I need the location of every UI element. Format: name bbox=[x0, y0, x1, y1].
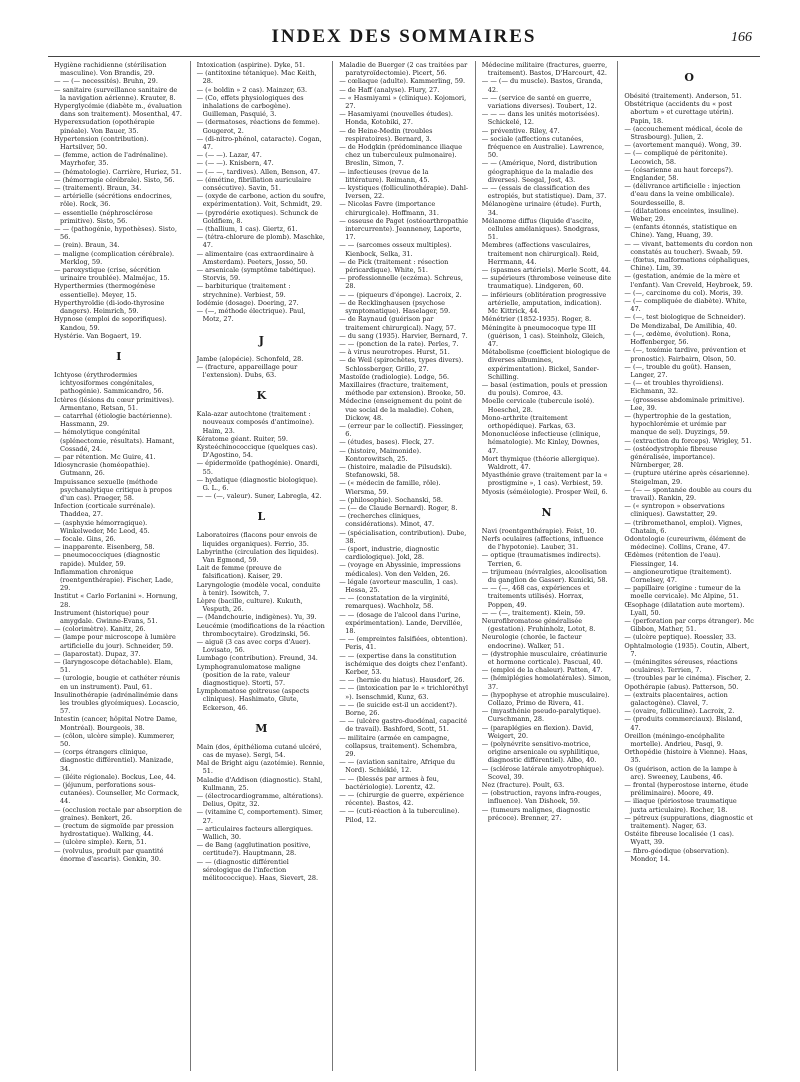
section-letter: K bbox=[256, 389, 267, 403]
index-entry: — (rein). Braun, 34. bbox=[54, 241, 120, 250]
index-entry: — Hasamiyami (nouvelles études). Honda, Kotobiki, 27. bbox=[339, 110, 453, 127]
section-letter: M bbox=[255, 721, 268, 735]
index-entry: — (« médecin de famille, rôle). Wiersma, 59. bbox=[339, 479, 441, 496]
index-entry: — (côlon, ulcère simple). Kummerer, 50. bbox=[54, 731, 175, 749]
index-entry: — (jéjunum, perforations sous-cutanées). Counseller, Mc Cormack, 44. bbox=[54, 781, 180, 806]
index-entry: Métabolisme (coefficient biologique de diverses albumines, expérimentation). Bickel, Sander-Schilling. bbox=[481, 348, 611, 381]
index-entry: — (colorimètre). Kanitz, 26. bbox=[54, 625, 146, 634]
index-entry: — épidermoïde (pathogénie). Onardi, 55. bbox=[196, 459, 320, 476]
index-entry: Leucémie (modifications de la réaction thrombocytaire). Grodzinski, 56. bbox=[196, 621, 325, 638]
index-entry: Oreillon (méningo-encéphalite mortelle). Andrieu, Pasqi, 9. bbox=[624, 731, 725, 749]
index-entry: — (grossesse abdominale primitive). Lee, 39. bbox=[624, 395, 745, 412]
index-entry: — cœliaque (adulte). Kammerling, 59. bbox=[339, 77, 466, 86]
index-entry: Hyperglycémie (diabète m., évaluation dans son traitement). Mosenthal, 47. bbox=[54, 102, 182, 119]
index-entry: — (corps étrangers clinique, diagnostic différentiel). Manizade, 34. bbox=[54, 748, 174, 773]
index-entry: — — (hernie du hiatus). Hausdorf, 26. bbox=[339, 676, 465, 685]
index-entry: Mal de Bright aigu (azotémie). Rennie, 51. bbox=[196, 759, 325, 776]
index-column-1 bbox=[48, 61, 191, 1071]
index-entry: — (ostéodystrophie fibreuse généralisée, importance). Nürnberger, 28. bbox=[624, 444, 718, 470]
index-entry: — (— compliqué de péritonite). Lecowich, 58. bbox=[624, 149, 728, 166]
index-entry: — de Hodgkin (prédominance iliaque chez un tuberculeux pulmonaire). Breslin, Simon, 7. bbox=[339, 143, 463, 168]
index-entry: — — (diagnostic différentiel sérologique de l'infection mélitococcique). Haas, Sievert, 28. bbox=[196, 857, 319, 883]
index-entry: — Nicolas Favre (importance chirurgicale). Hoffmann, 31. bbox=[339, 200, 439, 217]
index-entry: — — (le suicide est-il un accident?). Borne, 26. bbox=[339, 700, 458, 718]
index-entry: Infection (corticale surrénale). Thaddea, 27. bbox=[54, 502, 156, 519]
index-entry: — (« boldin » 2 cas). Mainzer, 63. bbox=[196, 85, 308, 94]
index-entry: Instrument (historique) pour amygdale. Gwinne-Evans, 51. bbox=[54, 608, 158, 625]
index-entry: — de Raynaud (guérison par traitement chirurgical). Nagy, 57. bbox=[339, 315, 457, 332]
index-entry: — artérielle (sécrétions endocrines, rôle). Rock, 36. bbox=[54, 192, 172, 209]
index-entry: — (—, test biologique de Schneider). De Mendizabal, De Amilibia, 40. bbox=[624, 313, 746, 330]
index-entry: — préventive. Riley, 47. bbox=[481, 126, 560, 135]
page-title: INDEX DES SOMMAIRES bbox=[271, 26, 537, 47]
index-entry: — (polynévrite sensitivo-motrice, origine arsenicale ou syphilitique, diagnostic différentiel). Albo, 40. bbox=[481, 740, 600, 765]
index-entry: — focale. Gins, 26. bbox=[54, 534, 116, 543]
index-entry: Mono-arthrite (traitement orthopédique). Farkas, 63. bbox=[481, 413, 576, 430]
index-entry: — (hématologie). Carrière, Huriez, 51. bbox=[54, 167, 182, 176]
index-entry: Kératome géant. Ruiter, 59. bbox=[196, 434, 288, 443]
index-entry: Membres (affections vasculaires, traitement non chirurgical). Reid, Herrmann, 44. bbox=[481, 241, 599, 266]
index-entry: — (Mandchourie, indigènes). Yu, 39. bbox=[196, 613, 317, 622]
index-entry: — (spécialisation, contribution). Dube, 38. bbox=[339, 528, 467, 545]
index-entry: — — (— du muscle). Bastos, Granda, 42. bbox=[481, 77, 603, 94]
index-entry: — (— et troubles thyroïdiens). Eichmann, 32. bbox=[624, 379, 724, 396]
index-entry: — (produits commerciaux). Bisland, 47. bbox=[624, 715, 743, 732]
index-entry: — fibro-géodique (observation). Mondor, 14. bbox=[624, 846, 729, 863]
index-entry: Médecine (enseignement du point de vue social de la maladie). Cohen, Dickow, 48. bbox=[339, 397, 462, 422]
index-entry: — — (ponction de la rate). Perles, 7. bbox=[339, 339, 459, 348]
index-entry: — (troubles par le cinéma). Fischer, 2. bbox=[624, 674, 751, 683]
index-entry: Maladie de Buerger (2 cas traitées par paratyroïdectomie). Picert, 56. bbox=[339, 61, 468, 78]
index-entry: Orthopédie (histoire à Vienne). Haas, 35. bbox=[624, 748, 748, 765]
index-entry: — (extraction du forceps). Wrigley, 51. bbox=[624, 436, 752, 445]
index-entry: Ichtyose (érythrodermies ichtyosiformes congénitales, pathogénie). Sammicandro, 56. bbox=[54, 370, 164, 396]
index-entry: — (avortement manqué). Wong, 39. bbox=[624, 141, 742, 150]
index-entry: — inapparente. Eisenberg, 58. bbox=[54, 543, 155, 552]
index-entry: — supérieurs (thrombose veineuse dite traumatique). Lindgeren, 60. bbox=[481, 274, 612, 291]
index-entry: — hémolytique congénital (splénectomie, résultats). Hamant, Cossadé, 24. bbox=[54, 428, 175, 453]
index-entry: — — (—, 468 cas, expériences et traitements utilisés). Horrax, Poppen, 49. bbox=[481, 584, 590, 609]
index-entry: — alimentaire (cas extraordinaire à Amsterdam). Peeters, Josso, 50. bbox=[196, 249, 314, 266]
index-entry: — (sport, industrie, diagnostic cardiologique). Jokl, 28. bbox=[339, 544, 440, 562]
index-entry: Iodémie (dosage). Doering, 27. bbox=[196, 298, 299, 307]
index-entry: — papillaire (origine : tumeur de la moelle cervicale). Mc Alpine, 51. bbox=[624, 584, 741, 601]
index-entry: — (—, œdème, évolution). Rona, Hoffenberger, 56. bbox=[624, 329, 731, 347]
index-entry: — (gestation, anémie de la mère et l'enfant). Van Creveld, Heybroek, 59. bbox=[624, 272, 753, 289]
index-entry: — (dystrophie musculaire, créatinurie et hormone corticale). Pascual, 40. bbox=[481, 649, 608, 667]
index-entry: — — (sarcomes osseux multiples). Kienbock, Selka, 31. bbox=[339, 241, 452, 258]
section-letter: I bbox=[116, 349, 122, 363]
index-entry: Lymphomatose goitreuse (aspects cliniques). Hashimato, Glute, Eckerson, 46. bbox=[196, 687, 310, 712]
index-entry: — (oxyde de carbone, action du soufre, expérimentation). Voit, Schmidt, 29. bbox=[196, 192, 326, 209]
index-entry: — — (intoxication par le « trichloréthyl »). Isenschmid, Kunz, 63. bbox=[339, 684, 469, 701]
index-entry: — sociale (affections cutanées, fréquence en Australie). Lawrence, 50. bbox=[481, 134, 605, 160]
index-entry: — catarrhal (étiologie bactérienne). Hassmann, 29. bbox=[54, 411, 173, 429]
index-entry: — (hémiplégies homolatérales). Simon, 37. bbox=[481, 674, 612, 691]
index-entry: Main (dos, épithélioma cutané ulcéré, cas de myase). Sergi, 54. bbox=[196, 742, 322, 760]
index-entry: — (ulcère peptique). Roessler, 33. bbox=[624, 633, 737, 642]
index-entry: — (accouchement médical, école de Strasbourg). Julien, 2. bbox=[624, 124, 743, 142]
index-entry: — — (Amérique, Nord, distribution géographique de la maladie des diverses). Seegal, Jost, 43. bbox=[481, 159, 598, 184]
index-entry: — (tribromethanol, emploi). Vignes, Chatain, 6. bbox=[624, 518, 743, 535]
index-entry: Laboratoires (flacons pour envois de liquides organiques). Ferrio, 35. bbox=[196, 531, 318, 548]
index-entry: — (occlusion rectale par absorption de graines). Benkert, 26. bbox=[54, 805, 182, 822]
index-entry: Kysteéchinococcique (quelques cas). D'Agostino, 54. bbox=[196, 442, 318, 460]
index-entry: — (obstruction, rayons infra-rouges, influence). Van Dishoek, 59. bbox=[481, 789, 602, 806]
index-entry: — (extraits placentaires, action galactogène). Clavel, 7. bbox=[624, 690, 728, 708]
index-entry: Œdèmes (rétention de l'eau). Fiessinger, 14. bbox=[624, 551, 721, 568]
index-entry: — (laparostat). Dupaz, 37. bbox=[54, 649, 141, 658]
index-entry: — basal (estimation, pouls et pression du pouls). Comroe, 43. bbox=[481, 380, 608, 398]
index-column-5 bbox=[618, 61, 760, 1071]
index-entry: — légale (avorteur masculin, 1 cas). Hessa, 25. bbox=[339, 577, 458, 594]
index-entry: — pneumococciques (diagnostic rapide). Mulder, 59. bbox=[54, 551, 161, 568]
index-entry: Myasthénie grave (traitement par la « prostigmine », 1 cas). Verbiest, 59. bbox=[481, 471, 608, 488]
index-entry: — (tumeurs malignes, diagnostic précoce). Brenner, 27. bbox=[481, 805, 591, 822]
index-entry: Obésité (traitement). Anderson, 51. bbox=[624, 92, 742, 100]
index-entry: — frontal (hyperostose interne, étude préliminaire). Moore, 49. bbox=[624, 781, 749, 798]
index-entry: — — (empreintes falsifiées, obtention). Peris, 41. bbox=[339, 635, 468, 652]
index-entry: — (voyage en Abyssinie, impressions médicales). Von den Velden, 26. bbox=[339, 561, 461, 578]
index-entry: Lèpre (bacille, culture). Kukuth, Vesputh, 26. bbox=[196, 596, 303, 614]
index-entry: — (pyrodérie exotiques). Schunck de Goldfiem, 8. bbox=[196, 208, 319, 225]
index-entry: — (hypophyse et atrophie musculaire). Collazo, Primo de Rivera, 41. bbox=[481, 690, 610, 708]
index-entry: Insulinothérapie (adrénalinémie dans les troubles glycémiques). Locascio, 57. bbox=[54, 690, 180, 716]
index-entry: — — (blessés par armes à feu, bactériologie). Lorentz, 42. bbox=[339, 774, 439, 791]
index-entry: — (iléite régionale). Bockus, Lee, 44. bbox=[54, 772, 176, 781]
index-entry: — maligne (complication cérébrale). Merklog, 59. bbox=[54, 249, 175, 266]
index-entry: — (—, trouble du goût). Hansen, Langer, 27. bbox=[624, 362, 732, 379]
index-entry: — à virus neurotropes. Hurst, 51. bbox=[339, 348, 450, 357]
index-entry: Mélanogène urinaire (étude). Furth, 34. bbox=[481, 200, 602, 217]
index-entry: Lumbago (contribution). Freund, 34. bbox=[196, 654, 318, 663]
index-entry: — (Co, effets physiologiques des inhalations de carbogène). Guilleman, Pasquié, 3. bbox=[196, 93, 304, 119]
index-entry: — (fœtus, malformations céphaliques, Chine). Lim, 39. bbox=[624, 256, 750, 273]
index-entry: — (—, carcinome du col). Moris, 39. bbox=[624, 288, 743, 297]
index-entry: — (dilatations enceintes, insuline). Weber, 29. bbox=[624, 206, 739, 224]
index-entry: — (hypertrophie de la gestation, hypochlorémie et urémie par manque de sel). Duyzings, 59. bbox=[624, 411, 732, 437]
index-entry: — (— —). Lazar, 47. bbox=[196, 151, 262, 160]
index-entry: — (histoire, Maimonide). Kontorowitsch, 25. bbox=[339, 446, 422, 463]
index-entry: Kala-azar autochtone (traitement : nouveaux composés d'antimoine). Haim, 23. bbox=[196, 410, 315, 435]
index-entry: — de Haff (analyse). Flury, 27. bbox=[339, 85, 440, 94]
index-entry: — (traitement). Braun, 34. bbox=[54, 184, 142, 193]
index-entry: — — (service de santé en guerre, variations diverses). Toubert, 12. bbox=[481, 93, 597, 111]
page-number: 166 bbox=[731, 30, 752, 45]
index-entry: — — (piqueurs d'éponge). Lacroix, 2. bbox=[339, 290, 462, 299]
index-entry: — — (essais de classification des estropiés, but statistique). Dam, 37. bbox=[481, 184, 607, 201]
index-entry: — iliaque (périostose traumatique juxta articulaire). Rocher, 18. bbox=[624, 797, 737, 814]
index-entry: — (—, toxémie tardive, prévention et pronostic). Fairbairn, Olson, 50. bbox=[624, 346, 746, 363]
index-entry: — sanitaire (surveillance sanitaire de la navigation aérienne). Krauter, 8. bbox=[54, 85, 178, 102]
index-entry: Institut « Carlo Forlanini ». Hornung, 28. bbox=[54, 592, 178, 609]
index-entry: — — (dosage de l'alcool dans l'urine, expérimentation). Lande, Dervillée, 18. bbox=[339, 610, 463, 636]
index-entry: — de Recklinghausen (psychose symptomatique). Haselager, 59. bbox=[339, 298, 451, 316]
index-entry: Os (guérison, action de la lampe à arc). Sweeney, Laubens, 46. bbox=[624, 764, 738, 781]
index-entry: — (di-nitro-phénol, cataracte). Cogan, 47. bbox=[196, 134, 322, 152]
index-entry: — — (pathogénie, hypothèses). Sisto, 56. bbox=[54, 225, 177, 242]
index-entry: — (ulcère simple). Kern, 51. bbox=[54, 838, 147, 847]
index-entry: Hyperthermies (thermogénèse essentielle). Meyer, 15. bbox=[54, 282, 156, 299]
index-entry: Neurofibromatose généralisée (gestation). Fruhinholz, Lotot, 8. bbox=[481, 617, 596, 634]
index-entry: — (urologie, bougie et cathéter réunis en un instrument). Paul, 61. bbox=[54, 674, 180, 691]
section-letter: L bbox=[257, 510, 266, 524]
index-entry: — (lampe pour microscope à lumière artificielle du jour). Schneider, 59. bbox=[54, 633, 176, 650]
index-entry: Intestin (cancer, hôpital Notre Dame, Montréal). Bourgeois, 38. bbox=[54, 715, 178, 732]
index-entry: — (—, méthode électrique). Paul, Motz, 27. bbox=[196, 307, 306, 324]
index-entry: Opothérapie (abus). Patterson, 50. bbox=[624, 682, 739, 691]
index-entry: — (philosophie). Sochanski, 58. bbox=[339, 495, 443, 504]
index-entry: — (études, bases). Fleck, 27. bbox=[339, 438, 435, 447]
index-entry: — — (ulcère gastro-duodénal, capacité de travail). Bashford, Scott, 51. bbox=[339, 717, 468, 734]
index-entry: Ménétrier (1852-1935). Roger, 8. bbox=[481, 315, 592, 324]
index-entry: Hypertension (contribution). Hartsilver, 50. bbox=[54, 134, 149, 152]
index-entry: Jambe (alopécie). Schonfeld, 28. bbox=[196, 354, 304, 363]
index-entry: Mastoïde (radiologie). Lodge, 56. bbox=[339, 372, 450, 381]
index-entry: — (ovaire, folliculine). Lacroix, 2. bbox=[624, 707, 735, 716]
index-entry: — (césarienne au haut forceps?). Englander, 58. bbox=[624, 165, 734, 183]
index-entry: — essentielle (néphrosclérose primitive). Sisto, 56. bbox=[54, 208, 153, 225]
page-header bbox=[48, 22, 760, 57]
index-entry: — trijumeau (névralgies, alcoolisation du ganglion de Gasser). Kunicki, 58. bbox=[481, 567, 608, 584]
index-entry: — professionnelle (eczéma). Schreus, 28. bbox=[339, 274, 463, 291]
index-entry: — (électrocardiogramme, altérations). Delius, Opitz, 32. bbox=[196, 792, 324, 809]
index-entry: Odontologie (cureuriwm, élément de médecine). Collins, Crane, 47. bbox=[624, 534, 746, 552]
index-entry: — angioneurotique (traitement). Cornelsey, 47. bbox=[624, 567, 732, 584]
index-entry: — osseuse de Paget (ostéoarthropathie intercurrente). Jeanneney, Laporte, 17. bbox=[339, 216, 469, 242]
index-entry: — (emploi de la chaleur). Patten, 47. bbox=[481, 666, 603, 675]
section-letter: O bbox=[684, 71, 694, 84]
index-entry: Médecine militaire (fractures, guerre, traitement). Bastos, D'Harcourt, 42. bbox=[481, 61, 608, 78]
index-entry: — de Bang (agglutination positive, certitude?). Hauptmann, 28. bbox=[196, 841, 311, 858]
index-entry: — (délivrance artificielle : injection d'eau dans la veine ombilicale). Sourdesseille, 8. bbox=[624, 182, 741, 207]
index-entry: Idiosyncrasie (homéopathie). Gutmann, 26. bbox=[54, 461, 150, 478]
index-entry: — — (aviation sanitaire, Afrique du Nord). Schiéklé, 12. bbox=[339, 758, 456, 775]
index-entry: Lymphogranulomatose maligne (position de la rate, valeur diagnostique). Storti, 57. bbox=[196, 662, 301, 687]
index-entry: Labyrinthe (circulation des liquides). Van Egmond, 59. bbox=[196, 547, 319, 564]
index-entry: — arsenicale (symptôme tabétique). Storvis, 59. bbox=[196, 266, 316, 283]
index-entry: — optique (traumatismes indirects). Terrien, 6. bbox=[481, 551, 601, 568]
index-entry: Mort thymique (théorie allergique). Waldrott, 47. bbox=[481, 454, 600, 471]
index-entry: Nez (fracture). Poult, 63. bbox=[481, 781, 565, 790]
index-entry: — (rupture utérine après césarienne). Steigelman, 29. bbox=[624, 469, 750, 486]
index-entry: Moelle cervicale (tubercule isolé). Hoeschel, 28. bbox=[481, 397, 595, 414]
index-entry: — aiguë (3 cas avec corps d'Auer). Lovisato, 56. bbox=[196, 637, 311, 655]
index-entry: Nerfs oculaires (affections, influence de l'hypotonie). Lauber, 31. bbox=[481, 534, 604, 552]
index-entry: — (histoire, maladie de Pilsudski). Stefanowski, 58. bbox=[339, 462, 452, 480]
index-entry: — pétreux (suppurations, diagnostic et traitement). Nager, 63. bbox=[624, 813, 753, 831]
index-entry: Laryngologie (modèle vocal, conduite à tenir). Isowitch, 7. bbox=[196, 580, 321, 597]
index-columns bbox=[48, 61, 760, 1071]
index-entry: — « Hasmiyami » (clinique). Kojomori, 27. bbox=[339, 93, 467, 111]
index-entry: Hypnose (emploi de soporifiques). Kandou, 59. bbox=[54, 315, 167, 332]
index-entry: — de Pick (traitement : résection péricardique). White, 51. bbox=[339, 257, 449, 275]
index-entry: Mélanome diffus (liquide d'ascite, cellules amélaniques). Snodgrass, 51. bbox=[481, 216, 600, 242]
index-entry: Ophtalmologie (1935). Coutin, Albert, 7. bbox=[624, 641, 750, 658]
index-entry: Navi (roentgenthérapie). Feist, 10. bbox=[481, 526, 597, 535]
index-entry: — — — dans les unités motorisées). Schickelé, 12. bbox=[481, 110, 600, 127]
index-entry: — de Weil (spirochètes, types divers). Schlossberger, Grillo, 27. bbox=[339, 356, 464, 373]
index-entry: — (erreur par le collectif). Fiessinger, 6. bbox=[339, 421, 464, 439]
index-entry: — (enfants étonnés, statistique en Chine). Yang, Huang, 39. bbox=[624, 223, 737, 240]
index-entry: — (recherches cliniques, considérations). Minot, 47. bbox=[339, 512, 435, 529]
index-entry: — (« syntropon » observations cliniques). Gawstatter, 29. bbox=[624, 502, 725, 519]
index-entry: — — (— necessités). Bruhn, 29. bbox=[54, 77, 158, 86]
index-entry: Hygiène rachidienne (stérilisation masculine). Von Brandis, 29. bbox=[54, 61, 167, 78]
index-column-2 bbox=[191, 61, 334, 1071]
index-entry: — hydatique (diagnostic biologique). G. L., 6. bbox=[196, 475, 318, 492]
index-entry: — (— —, tardives). Allen, Benson, 47. bbox=[196, 167, 320, 176]
index-entry: Obstétrique (accidents du « post abortum » et curettage utérin). Papin, 18. bbox=[624, 100, 734, 125]
index-entry: — (hémorragie cérébrale). Sisto, 56. bbox=[54, 175, 175, 184]
index-entry: — — vivant, battements du cordon non constatés au toucher). Swaab, 59. bbox=[624, 239, 753, 256]
index-entry: — (vitamine C, comportement). Simer, 27. bbox=[196, 808, 323, 825]
index-column-3 bbox=[333, 61, 476, 1071]
index-column-4 bbox=[476, 61, 619, 1071]
index-entry: Neurologie (chorée, le facteur endocrine). Walker, 51. bbox=[481, 633, 582, 650]
index-entry: Myosis (séméiologie). Prosper Weil, 6. bbox=[481, 487, 608, 496]
index-entry: Maxillaires (fracture, traitement, méthode par extension). Brooke, 50. bbox=[339, 380, 466, 398]
index-entry: — (— —). Knisbern, 47. bbox=[196, 159, 274, 168]
index-entry: — (femme, action de l'adrénaline). Mayrhofer, 35. bbox=[54, 151, 168, 168]
index-entry: Ostéite fibreuse localisée (1 cas). Wyatt, 39. bbox=[624, 830, 734, 847]
index-entry: — (tétra-chlorure de plomb). Maschke, 47. bbox=[196, 233, 325, 250]
index-entry: Ictères (lésions du cœur primitives). Armentano, Retsan, 51. bbox=[54, 395, 174, 412]
index-entry: — (rectum de sigmoïde par pression hydrostatique). Walking, 44. bbox=[54, 822, 174, 839]
index-entry: — (— de Claude Bernard). Roger, 8. bbox=[339, 503, 458, 512]
index-entry: — (— compliquée de diabète). White, 47. bbox=[624, 297, 747, 314]
index-entry: — (perforation par corps étranger). Mc Gibbon, Mather, 51. bbox=[624, 617, 754, 634]
index-entry: — du sang (1935). Harvier, Bernard, 7. bbox=[339, 331, 468, 340]
index-entry: — (méningites séreuses, réactions oculaires). Terrien, 7. bbox=[624, 658, 738, 675]
index-entry: Impuissance sexuelle (méthode psychanalytique critique à propos d'un cas). Praeger, 58. bbox=[54, 477, 172, 502]
index-entry: — (dermatoses, réactions de femme). Gougerot, 2. bbox=[196, 118, 320, 135]
index-entry: Œsophage (dilatation aute mortem). Lyall, 50. bbox=[624, 600, 745, 617]
section-letter: N bbox=[541, 505, 552, 519]
index-entry: — — (chirurgie de guerre, expérience récente). Bastos, 42. bbox=[339, 791, 465, 808]
index-entry: Lait de femme (preuve de falsification). Kaiser, 29. bbox=[196, 564, 283, 581]
section-letter: J bbox=[258, 333, 264, 347]
index-entry: — — (cuti-réaction à la tuberculine). Pilod, 12. bbox=[339, 807, 460, 824]
index-entry: — — (—, valeur). Suner, Labregla, 42. bbox=[196, 492, 322, 501]
index-entry: — de Heine-Medin (troubles respiratoires). Bernard, 3. bbox=[339, 126, 433, 143]
index-entry: — (asphyxie hémorragique). Winkelweder, Mc Leod, 45. bbox=[54, 518, 150, 535]
index-entry: — articulaires facteurs allergiques. Wallich, 30. bbox=[196, 824, 313, 842]
index-entry: — barbiturique (traitement : strychnine). Verbiest, 59. bbox=[196, 282, 291, 299]
index-entry: Hystérie. Van Bogaert, 19. bbox=[54, 331, 142, 340]
index-entry: — — (constatation de la virginité, remarques). Wachholz, 58. bbox=[339, 594, 450, 611]
index-entry: — (fracture, appareillage pour l'extension). Dubs, 63. bbox=[196, 362, 298, 379]
index-entry: Méningite à pneumocoque type III (guérison, 1 cas). Steinholz, Gleich, 47. bbox=[481, 323, 605, 348]
index-entry: — (spasmes artériels). Merle Scott, 44. bbox=[481, 266, 611, 275]
index-entry: — — (expertise dans la constitution ischémique des doigts chez l'enfant). Kerber, 53. bbox=[339, 651, 468, 677]
index-entry: Hyperexsudation (opothérapie pinéale). Von Bauer, 35. bbox=[54, 118, 155, 135]
index-entry: — infectieuses (revue de la littérature). Reimann, 45. bbox=[339, 167, 430, 184]
index-entry: — (volvulus, produit par quantité énorme d'ascaris). Genkin, 30. bbox=[54, 846, 164, 863]
index-entry: — paroxystique (crise, sécrétion urinaire troublée). Malméjac, 15. bbox=[54, 266, 170, 283]
index-entry: — kystiques (folliculinothérapie). Dahl-Iversen, 22. bbox=[339, 184, 469, 201]
index-entry: — (émétine, fibrillation auriculaire consécutive). Savin, 51. bbox=[196, 175, 312, 193]
index-entry: Maladie d'Addison (diagnostic). Stahl, Kullmann, 25. bbox=[196, 775, 323, 792]
index-entry: — (paraplégies en flexion). David, Weigert, 20. bbox=[481, 723, 594, 740]
index-entry: Hyperthyroïdie (di-iodo-thyrosine dangers). Heimrich, 59. bbox=[54, 298, 165, 316]
index-entry: — (— — spontanée double au cours du travail). Rankin, 29. bbox=[624, 485, 752, 502]
index-entry: — (thallium, 1 cas). Giertz, 61. bbox=[196, 225, 298, 234]
index-entry: — (sclérose latérale amyotrophique). Scovel, 39. bbox=[481, 764, 604, 781]
index-entry: — (laryngoscope détachable). Elam, 51. bbox=[54, 658, 173, 675]
index-entry: — militaire (armée en campagne, collapsus, traitement). Schembra, 29. bbox=[339, 733, 458, 759]
index-entry: — (myasthénie pseudo-paralytique). Curschmann, 28. bbox=[481, 707, 601, 724]
index-entry: Mononucléose infectieuse (clinique, hématologie). Mc Kinley, Downes, 47. bbox=[481, 430, 601, 455]
index-entry: — (antitoxine tétanique). Mac Keith, 28. bbox=[196, 69, 317, 86]
index-entry: Inflammation chronique (roentgenthérapie). Fischer, Lade, 29. bbox=[54, 567, 174, 593]
index-entry: Intoxication (aspirine). Dyke, 51. bbox=[196, 61, 306, 69]
index-entry: — inférieurs (oblitération progressive artérielle, amputation, indication). Mc Kittrick, 44. bbox=[481, 290, 607, 316]
index-entry: — — (—, traitement). Klein, 59. bbox=[481, 608, 586, 617]
index-entry: — par rétention. Mc Guire, 41. bbox=[54, 452, 156, 461]
